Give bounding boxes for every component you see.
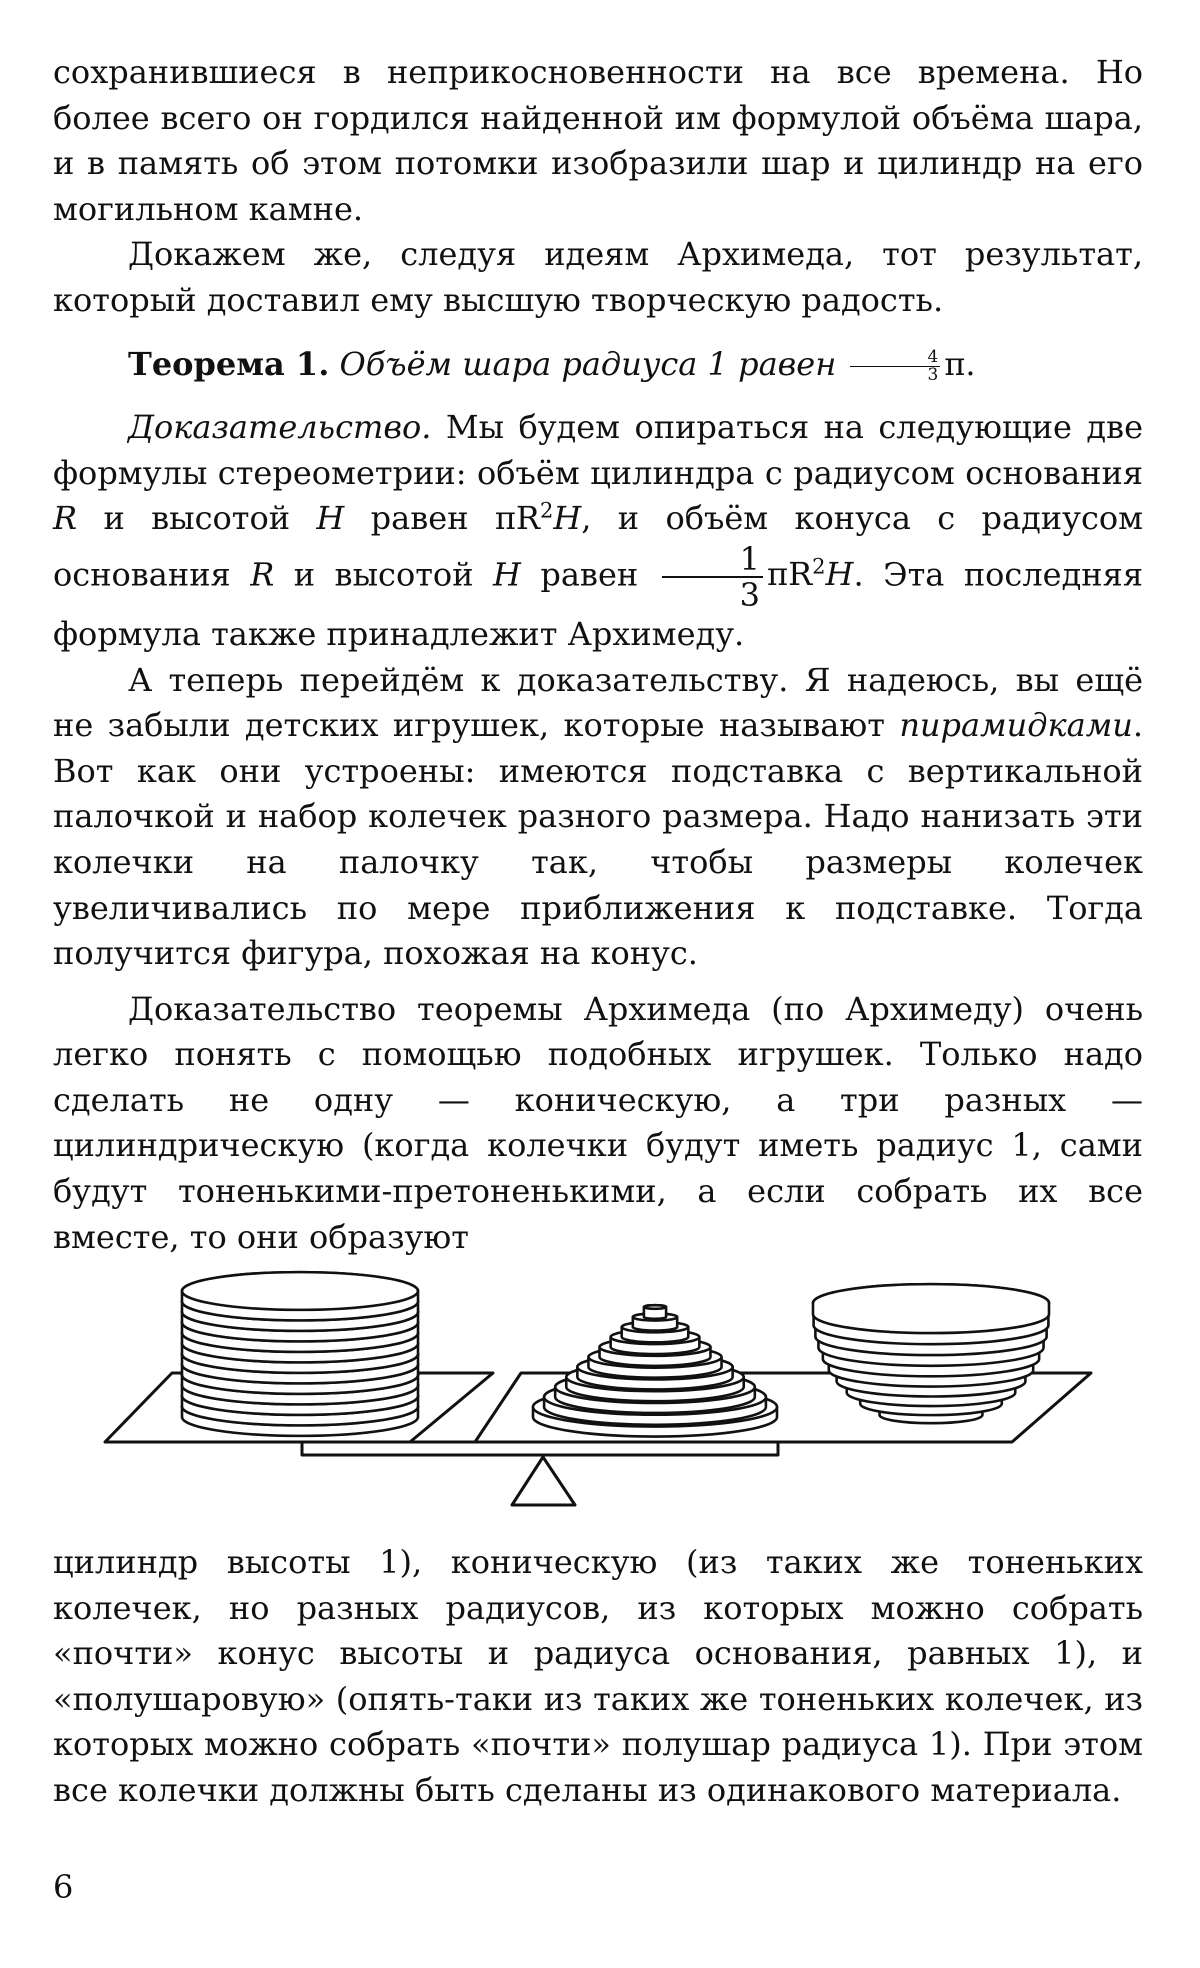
var-h-4: H	[825, 555, 854, 594]
and-height-1: и высотой	[103, 499, 291, 538]
paragraph-2: Докажем же, следуя идеям Архимеда, тот результат, который доставил ему высшую творческую радость.	[53, 235, 1143, 319]
fulcrum-triangle	[512, 1457, 575, 1505]
var-r-2: R	[250, 555, 275, 594]
p5-text-b: . Вот как они устроены: имеются подставка с вертикальной палочкой и набор колечек разного размера. Надо нанизать эти колечки на палочку так, чтобы размеры колечек увеличивались по мере приближения к подставке. Тогда получится фигура, похожая на конус.	[53, 706, 1144, 973]
pi-r-1: πR	[494, 499, 540, 538]
formula-cylinder	[495, 499, 581, 537]
theorem-label: Теорема 1.	[128, 344, 330, 383]
text-block-bottom	[53, 1540, 1143, 1814]
var-h-2: H	[553, 499, 582, 538]
theorem-1	[53, 342, 1143, 388]
proof-text-b: , и объём конуса с радиусом основания	[53, 499, 1144, 594]
p5-text-a: А теперь перейдём к доказательству. Я надеюсь, вы ещё не забыли детских игрушек, которые называют	[53, 660, 1143, 745]
theorem-frac-num: 4	[850, 349, 940, 367]
frac-num: 1	[662, 542, 763, 578]
paragraph-1: сохранившиеся в неприкосновенности на все времена. Но более всего он гордился найденной им формулой объёма шара, и в память об этом потомки изобразили шар и цилиндр на его могильном камне.	[53, 53, 1143, 228]
proof-label: Доказательство.	[128, 408, 432, 447]
proof-text-c: . Эта последняя формула также принадлежит Архимеду.	[53, 555, 1143, 653]
balance-beam	[302, 1442, 778, 1455]
p5-emphasis: пирамидками	[899, 706, 1133, 745]
cone-ring-top	[644, 1305, 666, 1309]
proof-text-a: Мы будем опираться на следующие две формулы стереометрии: объём цилиндра с радиусом основания	[53, 408, 1144, 492]
theorem-pi: π.	[944, 344, 976, 383]
and-height-2: и высотой	[293, 555, 474, 594]
equals-word-1: равен	[370, 499, 469, 538]
paragraph-pyramids	[53, 658, 1143, 977]
balance-figure	[0, 1255, 1200, 1535]
pi-r-2: πR	[767, 555, 813, 594]
theorem-frac-den: 3	[927, 364, 939, 385]
paragraph-continuation: цилиндр высоты 1), коническую (из таких же тоненьких колечек, но разных радиусов, из которых можно собрать «почти» конус высоты и радиуса основания, равных 1), и «полушаровую» (опять-таки из таких же тоненьких колечек, из которых можно собрать «почти» полушар радиуса 1). При этом все колечки должны быть сделаны из одинакового материала.	[53, 1543, 1143, 1809]
cone-stack	[533, 1305, 777, 1436]
formula-cone	[767, 555, 853, 593]
theorem-fraction	[850, 346, 940, 385]
var-h-1: H	[316, 499, 345, 538]
equals-word-2: равен	[540, 555, 639, 594]
var-r-1: R	[53, 499, 78, 538]
text-block-top	[53, 50, 1143, 1260]
paragraph-proof-toys: Доказательство теоремы Архимеда (по Архимеду) очень легко понять с помощью подобных игрушек. Только надо сделать не одну — коническую, а три разных — цилиндрическую (когда колечки будут иметь радиус 1, сами будут тоненькими-претоненькими, а если собрать их все вместе, то они образуют	[53, 989, 1143, 1256]
var-h-3: H	[492, 555, 521, 594]
proof-paragraph	[53, 405, 1143, 657]
square-2: 2	[812, 554, 826, 579]
frac-den: 3	[739, 575, 761, 614]
hemisphere-ring	[813, 1284, 1049, 1333]
cylinder-ring-top	[182, 1272, 418, 1310]
page-number: 6	[53, 1868, 74, 1906]
theorem-text: Объём шара радиуса 1 равен	[339, 344, 837, 383]
fraction-one-third	[662, 539, 763, 614]
cylinder-stack	[182, 1272, 418, 1436]
square-1: 2	[539, 498, 554, 523]
